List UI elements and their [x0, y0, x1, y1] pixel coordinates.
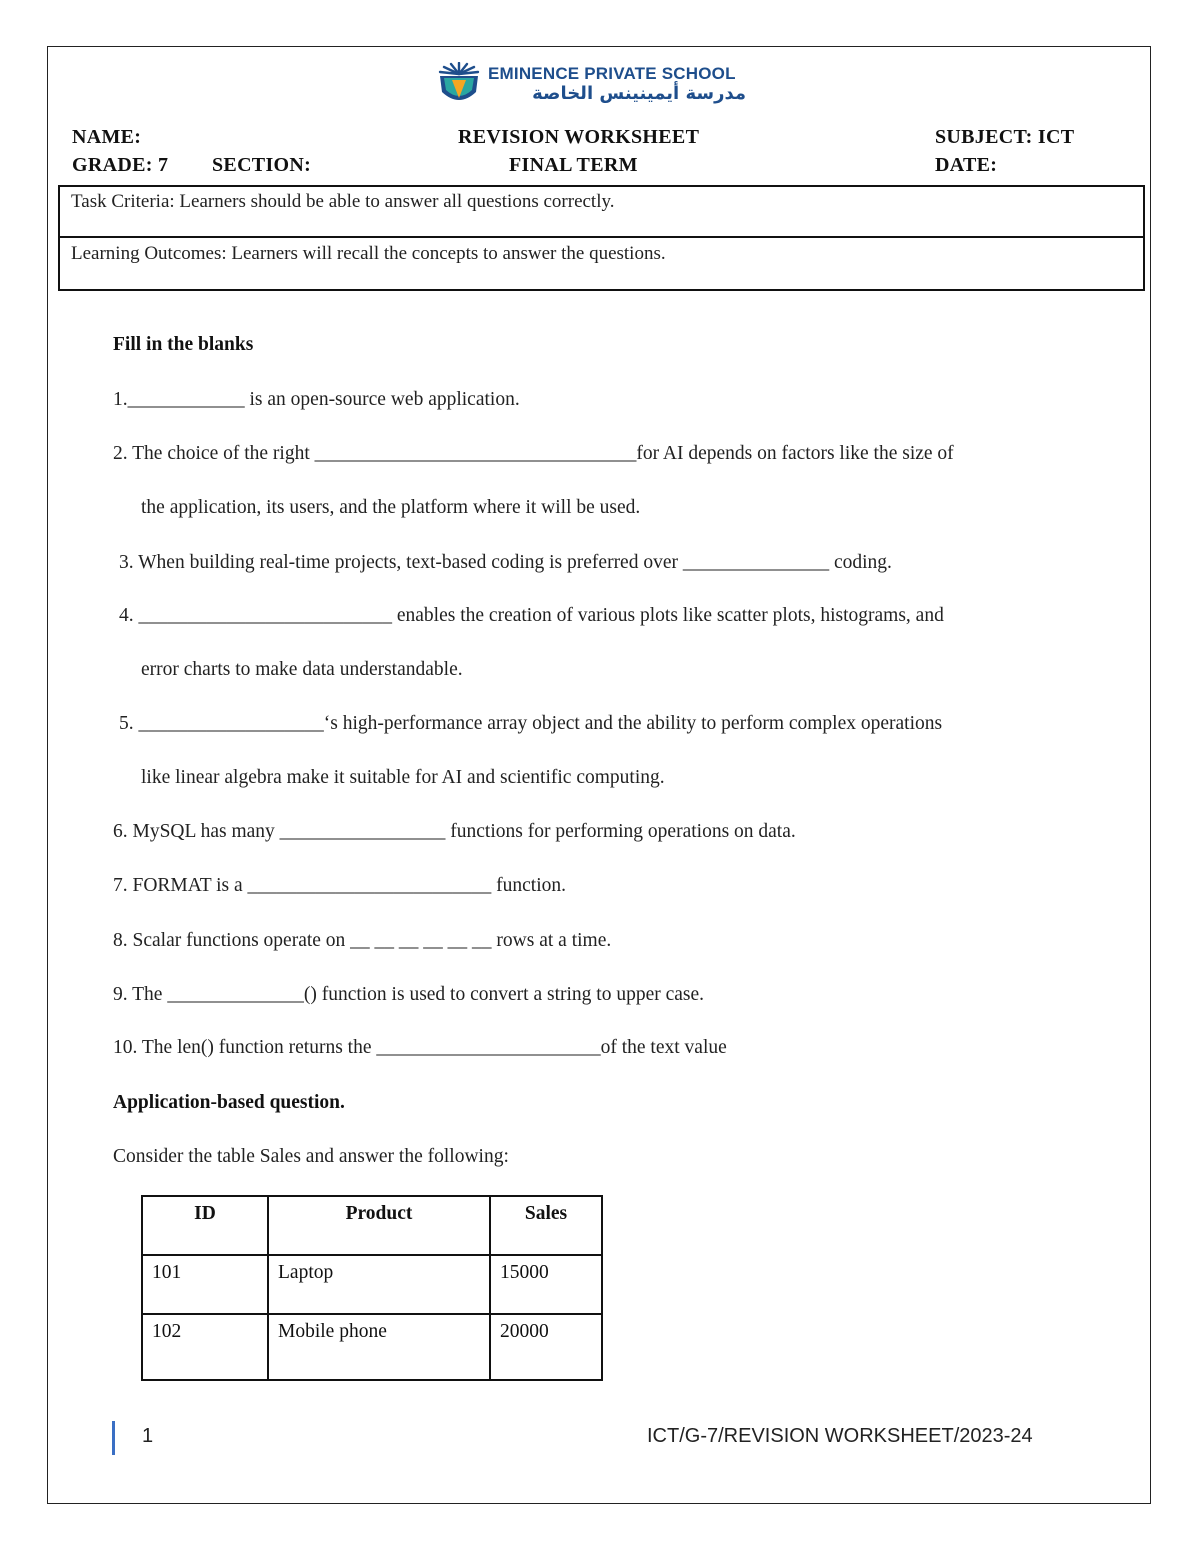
cell-product: Laptop [268, 1255, 490, 1314]
question-1: 1.____________ is an open-source web application. [113, 389, 520, 410]
question-4-continued: error charts to make data understandable. [141, 659, 463, 680]
school-name-arabic: مدرسة أيمينينس الخاصة [532, 83, 746, 104]
page-number: 1 [142, 1425, 154, 1447]
sales-table [141, 1195, 603, 1381]
column-header-id: ID [142, 1196, 268, 1255]
question-2-continued: the application, its users, and the platform where it will be used. [141, 497, 641, 518]
table-row [142, 1314, 602, 1380]
question-5: 5. ___________________‘s high-performance array object and the ability to perform complex operations [119, 713, 943, 734]
school-name-english: EMINENCE PRIVATE SCHOOL [488, 64, 736, 83]
term-label: FINAL TERM [509, 154, 638, 176]
subject-label: SUBJECT: ICT [935, 126, 1075, 148]
section-label: SECTION: [212, 154, 312, 176]
table-header-row [142, 1196, 602, 1255]
application-intro: Consider the table Sales and answer the following: [113, 1146, 509, 1167]
question-8: 8. Scalar functions operate on __ __ __ __ __ __ rows at a time. [113, 930, 612, 951]
date-label: DATE: [935, 154, 998, 176]
column-header-product: Product [268, 1196, 490, 1255]
table-row [142, 1255, 602, 1314]
cell-sales: 20000 [490, 1314, 602, 1380]
grade-label: GRADE: 7 [72, 154, 169, 176]
question-6: 6. MySQL has many _________________ functions for performing operations on data. [113, 821, 796, 842]
column-header-sales: Sales [490, 1196, 602, 1255]
cell-sales: 15000 [490, 1255, 602, 1314]
question-5-continued: like linear algebra make it suitable for AI and scientific computing. [141, 767, 665, 788]
school-logo [438, 62, 758, 108]
question-3: 3. When building real-time projects, text-based coding is preferred over _______________ coding. [119, 552, 892, 573]
question-7: 7. FORMAT is a _________________________ function. [113, 875, 567, 896]
task-criteria: Task Criteria: Learners should be able to answer all questions correctly. [60, 187, 1143, 238]
school-emblem-icon [438, 62, 480, 106]
application-heading: Application-based question. [113, 1092, 345, 1113]
question-9: 9. The ______________() function is used to convert a string to upper case. [113, 984, 705, 1005]
question-2: 2. The choice of the right _________________________________for AI depends on factors like the size of [113, 443, 954, 464]
footer-accent-bar [112, 1421, 115, 1455]
fill-blanks-heading: Fill in the blanks [113, 334, 254, 355]
criteria-box [58, 185, 1145, 291]
worksheet-title: REVISION WORKSHEET [458, 126, 700, 148]
cell-product: Mobile phone [268, 1314, 490, 1380]
learning-outcomes: Learning Outcomes: Learners will recall the concepts to answer the questions. [71, 243, 666, 264]
cell-id: 102 [142, 1314, 268, 1380]
question-10: 10. The len() function returns the _______________________of the text value [113, 1037, 727, 1058]
document-code: ICT/G-7/REVISION WORKSHEET/2023-24 [647, 1425, 1033, 1447]
cell-id: 101 [142, 1255, 268, 1314]
name-label: NAME: [72, 126, 142, 148]
question-4: 4. __________________________ enables the creation of various plots like scatter plots, histograms, and [119, 605, 944, 626]
